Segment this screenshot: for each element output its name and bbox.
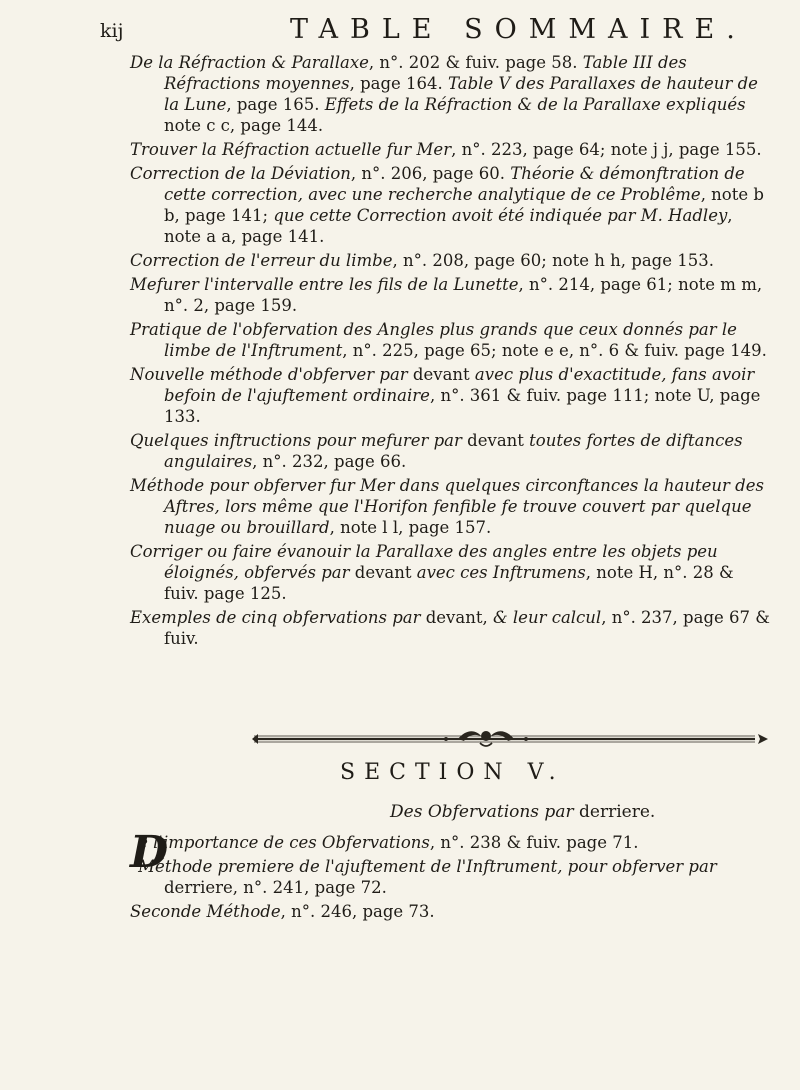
ornament-rule-icon (250, 726, 770, 752)
entry-instructions-distances: Quelques inftructions pour mefurer par devant toutes fortes de diftances angulaires, n°. 232, page 66. (130, 431, 743, 471)
section-entries (130, 827, 770, 925)
entry-pratique-angles: Pratique de l'obfervation des Angles plus grands que ceux donnés par le limbe de l'Inftrument, n°. 225, page 65; note e e, n°. 6 & fuiv. page 149. (130, 320, 767, 360)
section-heading: SECTION V. (340, 760, 565, 785)
section-subtitle: Des Obfervations par derriere. (390, 802, 656, 822)
entry-correction-deviation: Correction de la Déviation, n°. 206, page 60. Théorie & démonftration de cette correction, avec une recherche analytique de ce Problême, note b b, page 141; que cette Correction avoit été indiquée par M. Hadley, note a a, page 141. (130, 164, 764, 246)
entry-mesurer-intervalle: Mefurer l'intervalle entre les fils de la Lunette, n°. 214, page 61; note m m, n°. 2, page 159. (130, 275, 763, 315)
entry-seconde-methode: Seconde Méthode, n°. 246, page 73. (130, 902, 435, 921)
entry-correction-limbe: Correction de l'erreur du limbe, n°. 208, page 60; note h h, page 153. (130, 251, 714, 270)
entry-exemples-observations: Exemples de cinq obfervations par devant, & leur calcul, n°. 237, page 67 & fuiv. (130, 608, 770, 648)
entry-importance-observations: D e l'importance de ces Obfervations, n°. 238 & fuiv. page 71. (130, 827, 639, 878)
entry-methode-hauteur-astres: Méthode pour obferver fur Mer dans quelques circonftances la hauteur des Aftres, lors même que l'Horifon fenfible fe trouve couvert par quelque nuage ou brouillard, note l l, page 157. (130, 476, 764, 537)
drop-cap: D (130, 827, 169, 878)
entry-refraction-actuelle: Trouver la Réfraction actuelle fur Mer, n°. 223, page 64; note j j, page 155. (130, 140, 762, 159)
entry-methode-premiere: Méthode premiere de l'ajuftement de l'Inftrument, pour obferver par derriere, n°. 241, page 72. (138, 857, 717, 897)
table-entries (130, 52, 770, 652)
page-number: kij (100, 20, 124, 42)
entry-nouvelle-methode: Nouvelle méthode d'obferver par devant avec plus d'exactitude, fans avoir befoin de l'ajuftement ordinaire, n°. 361 & fuiv. page 111; note U, page 133. (130, 365, 761, 426)
entry-refraction-parallaxe: De la Réfraction & Parallaxe, n°. 202 & fuiv. page 58. Table III des Réfractions moyennes, page 164. Table V des Parallaxes de hauteur de la Lune, page 165. Effets de la Réfraction & de la Parallaxe expliqués note c c, page 144. (130, 53, 758, 135)
page-header (40, 10, 760, 50)
entry-corriger-parallaxe: Corriger ou faire évanouir la Parallaxe des angles entre les objets peu éloignés, obfervés par devant avec ces Inftrumens, note H, n°. 28 & fuiv. page 125. (130, 542, 734, 603)
running-title: TABLE SOMMAIRE. (290, 14, 747, 45)
